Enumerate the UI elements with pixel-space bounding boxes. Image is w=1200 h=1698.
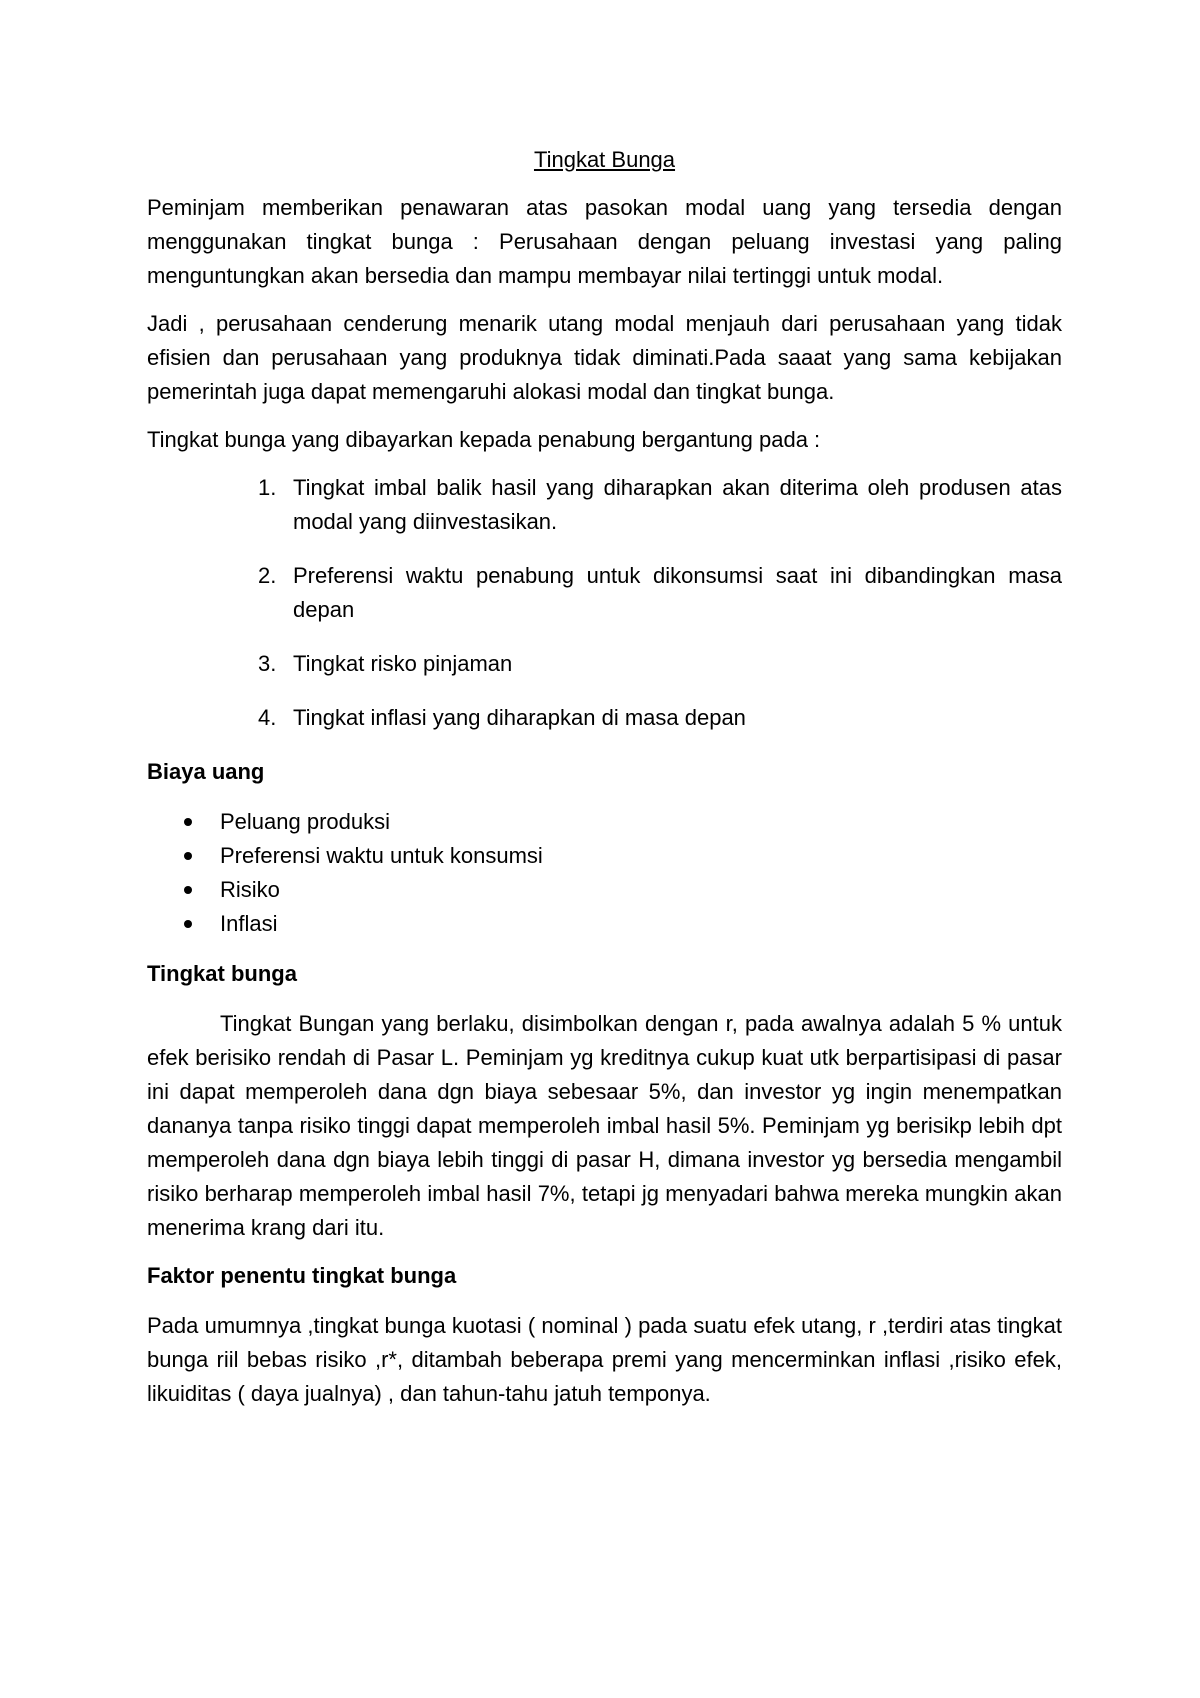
bullet-text: Inflasi <box>220 911 278 936</box>
list-number: 4. <box>258 705 277 730</box>
document-body <box>147 143 1062 1425</box>
list-number: 1. <box>258 475 277 500</box>
bullet-icon <box>184 818 192 826</box>
bullet-text: Peluang produksi <box>220 809 391 834</box>
paragraph-intro: Peminjam memberikan penawaran atas pasokan modal uang yang tersedia dengan menggunakan tingkat bunga : Perusahaan dengan peluang investasi yang paling menguntungkan akan bersedia dan mampu membayar nilai tertinggi untuk modal. <box>147 195 1062 288</box>
list-item <box>258 559 1062 627</box>
bullet-item <box>184 839 1062 873</box>
bullet-icon <box>184 886 192 894</box>
bullet-icon <box>184 920 192 928</box>
paragraph-faktor: Pada umumnya ,tingkat bunga kuotasi ( nominal ) pada suatu efek utang, r ,terdiri atas tingkat bunga riil bebas risiko ,r*, ditambah beberapa premi yang mencerminkan inflasi ,risiko efek, likuiditas ( daya jualnya) , dan tahun-tahu jatuh temponya. <box>147 1313 1062 1406</box>
paragraph-second: Jadi , perusahaan cenderung menarik utang modal menjauh dari perusahaan yang tidak efisien dan perusahaan yang produknya tidak diminati.Pada saaat yang sama kebijakan pemerintah juga dapat memengaruhi alokasi modal dan tingkat bunga. <box>147 311 1062 404</box>
bullet-item <box>184 805 1062 839</box>
list-item-text: Tingkat imbal balik hasil yang diharapkan akan diterima oleh produsen atas modal yang diinvestasikan. <box>293 475 1062 534</box>
list-item <box>258 701 1062 735</box>
numbered-list <box>147 471 1062 735</box>
list-item-text: Tingkat risko pinjaman <box>293 651 513 676</box>
heading-biaya-uang: Biaya uang <box>147 759 265 784</box>
list-item <box>258 647 1062 681</box>
paragraph-tingkat-bunga: Tingkat Bungan yang berlaku, disimbolkan dengan r, pada awalnya adalah 5 % untuk efek berisiko rendah di Pasar L. Peminjam yg kreditnya cukup kuat utk berpartisipasi di pasar ini dapat memperoleh dana dgn biaya sebesaar 5%, dan investor yg ingin menempatkan dananya tanpa risiko tinggi dapat memperoleh imbal hasil 5%. Peminjam yg berisikp lebih dpt memperoleh dana dgn biaya lebih tinggi di pasar H, dimana investor yg bersedia mengambil risiko berharap memperoleh imbal hasil 7%, tetapi jg menyadari bahwa mereka mungkin akan menerima krang dari itu. <box>147 1011 1062 1240</box>
list-number: 2. <box>258 563 277 588</box>
paragraph-list-intro: Tingkat bunga yang dibayarkan kepada penabung bergantung pada : <box>147 427 821 452</box>
list-item <box>258 471 1062 539</box>
bullet-item <box>184 907 1062 941</box>
bullet-list <box>147 805 1062 941</box>
heading-tingkat-bunga: Tingkat bunga <box>147 961 297 986</box>
list-item-text: Preferensi waktu penabung untuk dikonsumsi saat ini dibandingkan masa depan <box>293 563 1062 622</box>
bullet-text: Risiko <box>220 877 280 902</box>
bullet-icon <box>184 852 192 860</box>
heading-faktor-penentu: Faktor penentu tingkat bunga <box>147 1263 457 1288</box>
bullet-item <box>184 873 1062 907</box>
bullet-text: Preferensi waktu untuk konsumsi <box>220 843 543 868</box>
document-title: Tingkat Bunga <box>533 147 676 172</box>
list-number: 3. <box>258 651 277 676</box>
list-item-text: Tingkat inflasi yang diharapkan di masa depan <box>293 705 746 730</box>
